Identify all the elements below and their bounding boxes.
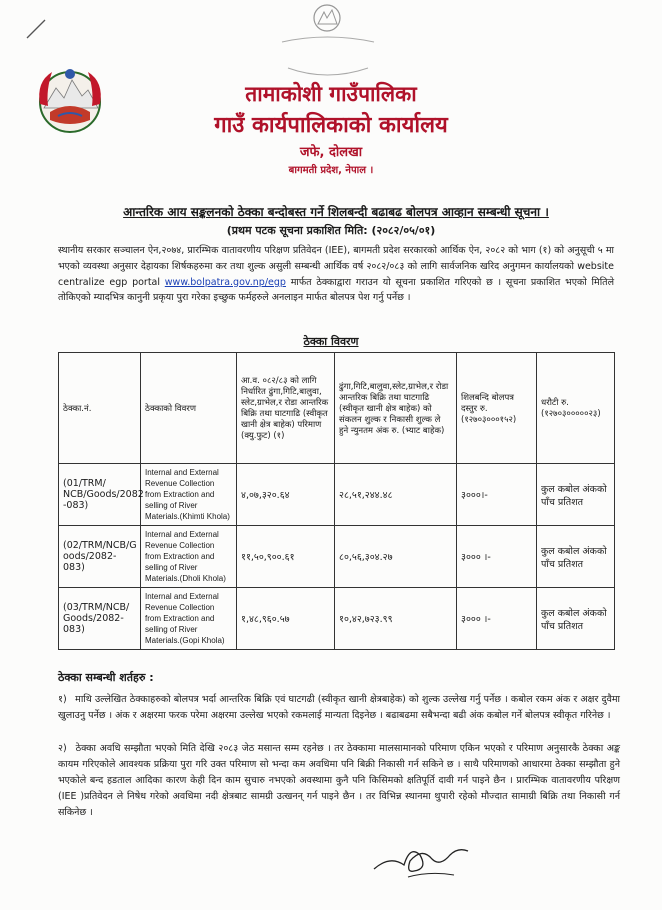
- cell-fee: ३०००।-: [457, 464, 537, 526]
- cell-description: Internal and External Revenue Collection from Extraction and selling of River Materials.(Dholi Khola): [141, 526, 237, 588]
- cell-quantity: ४,०७,३२०.६४: [237, 464, 335, 526]
- header-minimum-amount: ढुंगा,गिटि,बालुवा,स्लेट,ग्राभेल,र रोडा आन्तरिक बिक्रि तथा घाटगाढि (स्वीकृत खानी क्षेत्र बाहेक) को संकलन शुल्क र निकासी शुल्क ले हुने न्युनतम अंक रु. (भ्याट बाहेक): [335, 353, 457, 464]
- header-quantity: आ.व. ०८२/८३ को लागि निर्धारित ढुंगा,गिटि,बालुवा, स्लेट,ग्राभेल,र रोडा आन्तरिक बिक्रि तथा घाटगाढि (स्वीकृत खानी क्षेत्र बाहेक) परिमाण (क्यु.फुट) (१): [237, 353, 335, 464]
- office-stamp: [262, 2, 392, 86]
- cell-deposit: कुल कबोल अंकको पाँच प्रतिशत: [537, 464, 615, 526]
- corner-mark-icon: [25, 18, 47, 40]
- cell-quantity: ११,५०,९००.६१: [237, 526, 335, 588]
- bolpatra-link[interactable]: www.bolpatra.gov.np/egp: [164, 276, 286, 288]
- notice-title: आन्तरिक आय सङ्कलनको ठेक्का बन्दोबस्त गर्ने शिलबन्दी बढाबढ बोलपत्र आव्हान सम्बन्धी सूचना ।: [123, 205, 549, 219]
- conditions-title: ठेक्का सम्बन्धी शर्तहरु :: [58, 671, 154, 684]
- header-deposit: धरौटी रु. (१२७०३०००००२३): [537, 353, 615, 464]
- header-description: ठेक्काको विवरण: [141, 353, 237, 464]
- cell-contract-no: (03/TRM/NCB/ Goods/2082- 083): [59, 588, 141, 650]
- cell-contract-no: (02/TRM/NCB/G oods/2082-083): [59, 526, 141, 588]
- condition-number: २): [58, 743, 67, 754]
- office-location: जफे, दोलखा: [299, 145, 363, 160]
- office-province: बागमती प्रदेश, नेपाल ।: [288, 165, 374, 176]
- table-caption: ठेक्का विवरण: [303, 335, 359, 348]
- table-row: [59, 588, 615, 650]
- notice-paragraph: [58, 243, 614, 306]
- cell-amount: १०,४२,७२३.९९: [335, 588, 457, 650]
- cell-contract-no: (01/TRM/ NCB/Goods/2082 -083): [59, 464, 141, 526]
- cell-deposit: कुल कबोल अंकको पाँच प्रतिशत: [537, 526, 615, 588]
- notice-paragraph-text-1: स्थानीय सरकार सञ्चालन ऐन,२०७४, प्रारम्भिक वातावरणीय परिक्षण प्रतिवेदन (IEE), बागमती प्रदेश सरकारको आर्थिक ऐन, २०८२ को भाग (१) को अनुसूची ५ मा भएको व्यवस्था अनुसार देहायका शिर्षकहरुमा कर तथा शुल्क असुली सम्बन्धी आर्थिक वर्ष २०८२/०८३ को लागि सार्वजनिक खरिद अनुगमन कार्यालयको website centralize egp portal: [58, 245, 614, 288]
- cell-quantity: १,४८,९६०.५७: [237, 588, 335, 650]
- condition-text: माथि उल्लेखित ठेक्काहरुको बोलपत्र भर्दा आन्तरिक बिक्रि एवं घाटगढी (स्वीकृत खानी क्षेत्रबाहेक) को शुल्क उल्लेख गर्नु पर्नेछ । कबोल रकम अंक र अक्षर दुवैमा खुलाउनु पर्नेछ । अंक र अक्षरमा फरक परेमा अक्षरमा उल्लेख भएको रकमलाई मान्यता दिइनेछ । बढाबढमा सबैभन्दा बढी अंक कबोल गर्ने बोलपत्र स्वीकृत गरिनेछ ।: [58, 694, 620, 721]
- contract-table: [58, 352, 615, 650]
- office-name: गाउँ कार्यपालिकाको कार्यालय: [214, 113, 448, 138]
- header-contract-no: ठेक्का.नं.: [59, 353, 141, 464]
- condition-item: [58, 692, 620, 724]
- cell-description: Internal and External Revenue Collection from Extraction and selling of River Materials.(Khimti Khola): [141, 464, 237, 526]
- condition-item: [58, 741, 620, 821]
- cell-amount: ८०,५६,३०४.२७: [335, 526, 457, 588]
- table-row: [59, 526, 615, 588]
- table-header-row: [59, 353, 615, 464]
- notice-paragraph-text-2: मार्फत ठेक्काद्वारा गराउन यो सूचना प्रकाशित गरिएको छ । सूचना प्रकाशित भएको मितिले तोकिएको म्यादभित्र कानुनी प्रकृया पुरा गरेका इच्छुक फर्महरुले अनलाइन मार्फत बोलपत्र पेश गर्नु पर्नेछ ।: [58, 276, 615, 304]
- cell-fee: ३००० ।-: [457, 588, 537, 650]
- cell-description: Internal and External Revenue Collection from Extraction and selling of River Materials.(Gopi Khola): [141, 588, 237, 650]
- condition-number: १): [58, 694, 67, 705]
- condition-text: ठेक्का अवधि सम्झौता भएको मिति देखि २०८३ जेठ मसान्त सम्म रहनेछ । तर ठेक्कामा मालसामानको परिमाण एकिन भएको र परिमाण अनुसारकै ठेक्का अङ्क कायम गरिएकोले आवश्यक प्रक्रिया पुरा गरि उक्त परिमाण सो भन्दा कम अवधिमा पनि बिक्री निकासी गर्न सकिने छ । साथै परिमाणको आधारमा ठेक्का सम्झौता हुने भएकोले बन्द हडताल आदिका कारण केही दिन काम सुचारु नभएको अवस्थामा कुनै पनि किसिमको क्षतिपूर्ति दावी गर्न पाइने छैन । प्रारम्भिक वातावरणीय परिक्षण (IEE )प्रतिवेदन ले निषेध गरेको अवधिमा नदी क्षेत्रबाट सामग्री उत्खनन् गर्न पाइने छैन । तर विभिन्न स्थानमा थुपारी रहेको मौज्दात सामाग्री बिक्रि तथा निकासी गर्न सकिनेछ ।: [58, 743, 620, 818]
- header-bid-fee: शिलबन्दि बोलपत्र दस्तुर रु. (१२७०३०००१५२): [457, 353, 537, 464]
- cell-deposit: कुल कबोल अंकको पाँच प्रतिशत: [537, 588, 615, 650]
- cell-fee: ३००० ।-: [457, 526, 537, 588]
- table-row: [59, 464, 615, 526]
- cell-amount: २८,५१,२४४.४८: [335, 464, 457, 526]
- municipality-name: तामाकोशी गाउँपालिका: [245, 82, 417, 106]
- signature: [370, 825, 480, 885]
- notice-publish-date: (प्रथम पटक सूचना प्रकाशित मिति: (२०८२/०५/०१): [226, 224, 436, 237]
